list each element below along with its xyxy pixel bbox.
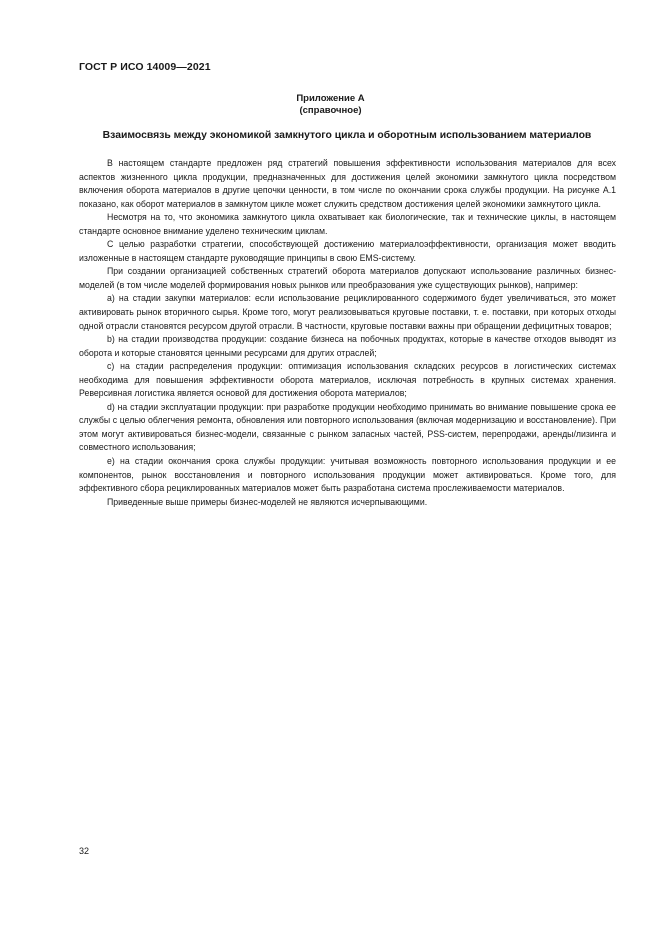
list-item-e: е) на стадии окончания срока службы продукции: учитывая возможность повторного использования продукции и ее компонентов, рынок восстановления и повторного использования продукции может активироваться. Кроме того, для эффективного сбора рециклированных материалов может быть разработана система прослеживаемости материалов.: [79, 456, 616, 494]
list-item-b: b) на стадии производства продукции: создание бизнеса на побочных продуктах, которые в качестве отходов выводят из оборота и которые становятся ценными ресурсами для других отраслей;: [79, 334, 616, 358]
list-item-d: d) на стадии эксплуатации продукции: при разработке продукции необходимо принимать во внимание повышение срока ее службы с целью облегчения ремонта, обновления или повторного использования (включая модернизацию и восстановление). При этом могут активироваться бизнес-модели, связанные с рынком запасных частей, PSS-систем, перепродажи, аренды/лизинга и совместного использования;: [79, 401, 616, 453]
page-number: 32: [79, 846, 90, 856]
document-code: ГОСТ Р ИСО 14009—2021: [79, 61, 211, 73]
annex-subtitle: (справочное): [299, 105, 362, 116]
list-item-a: а) на стадии закупки материалов: если использование рециклированного содержимого будет увеличиваться, это может активировать рынок вторичного сырья. Кроме того, могут реализовываться круговые поставки, т. е. поставки, при которых отходы одной отрасли становятся ресурсом другой отрасли. В частности, круговые поставки важны при обращении дефицитных товаров;: [79, 293, 616, 331]
list-item-c: с) на стадии распределения продукции: оптимизация использования складских ресурсов в логистических системах необходима для повышения эффективности оборота материалов, исключая потребность в крупных системах хранения. Реверсивная логистика является основой для достижения оборота материалов;: [79, 361, 616, 399]
paragraph-business-models: При создании организацией собственных стратегий оборота материалов допускают использование различных бизнес-моделей (в том числе моделей формирования новых рынков или преобразования уже существующих рынков), например:: [79, 266, 616, 290]
paragraph-conclusion: Приведенные выше примеры бизнес-моделей не являются исчерпывающими.: [107, 496, 428, 507]
paragraph-intro: В настоящем стандарте предложен ряд стратегий повышения эффективности использования материалов для всех аспектов жизненного цикла продукции, предназначенных для достижения целей экономики замкнутого цикла посредством включения оборота материалов в другие цепочки ценности, в том числе по окончании срока службы продукции. На рисунке А.1 показано, как оборот материалов в замкнутом цикле может служить средством достижения целей экономики замкнутого цикла.: [79, 158, 616, 209]
paragraph-ems: С целью разработки стратегии, способствующей достижению материалоэффективности, организация может вводить изложенные в настоящем стандарте руководящие принципы в свою EMS-систему.: [79, 239, 616, 263]
paragraph-cycles: Несмотря на то, что экономика замкнутого цикла охватывает как биологические, так и технические циклы, в настоящем стандарте основное внимание уделено техническим циклам.: [79, 212, 616, 236]
body-text: [79, 157, 616, 509]
annex-title: Приложение А: [296, 93, 365, 104]
section-title: Взаимосвязь между экономикой замкнутого цикла и оборотным использованием материалов: [102, 130, 592, 141]
annex-heading: [0, 93, 661, 117]
